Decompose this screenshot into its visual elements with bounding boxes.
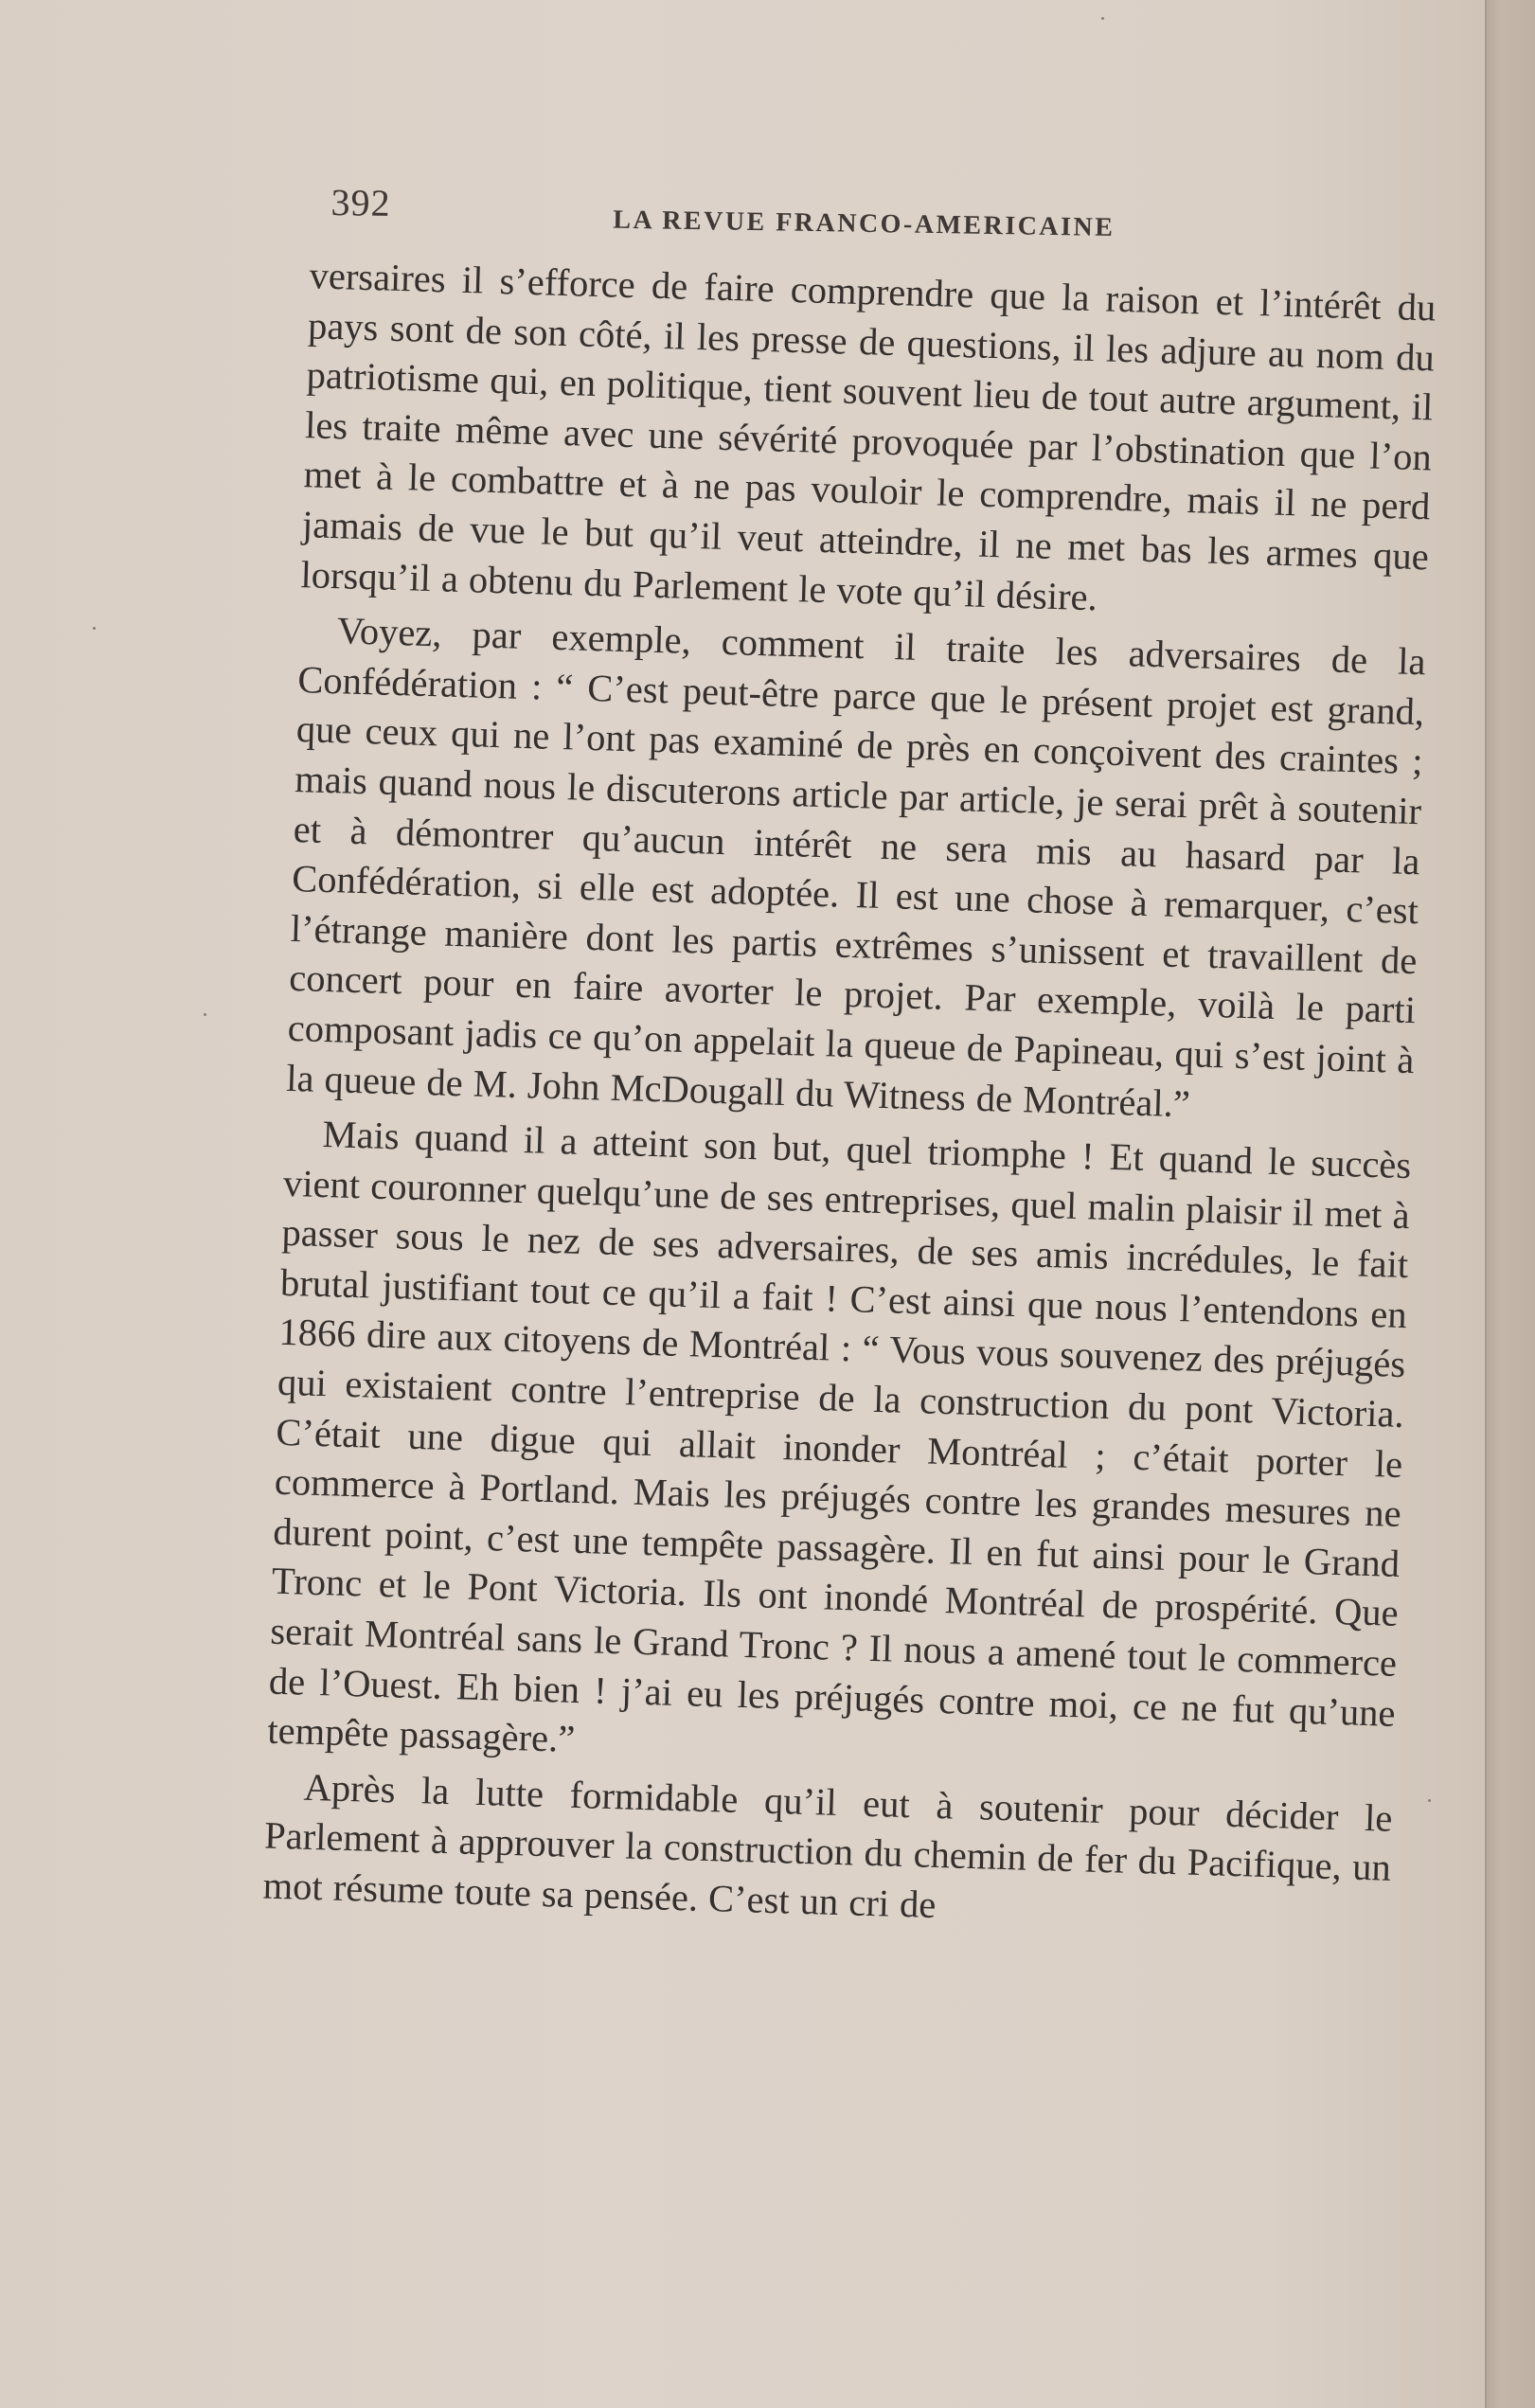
paper-speck <box>1101 17 1104 20</box>
paper-speck <box>1428 1799 1431 1802</box>
paper-speck <box>93 627 96 630</box>
paragraph-continuation: versaires il s’efforce de faire comprendre que la raison et l’intérêt du pays sont de son côté, il les presse de questions, il les adjure au nom du patriotisme qui, en politique, tient souvent lieu de tout autre argument, il les traite même avec une sévérité provoquée par l’obstination que l’on met à le combattre et à ne pas vouloir le comprendre, mais il ne perd jamais de vue le but qu’il veut atteindre, il ne met bas les armes que lorsqu’il a obtenu du Parlement le vote qu’il désire. <box>300 254 1437 618</box>
running-title: LA REVUE FRANCO-AMERICAINE <box>613 205 1116 243</box>
paragraph-pacific: Après la lutte formidable qu’il eut à soutenir pour décider le Parlement à approuver la construction du chemin de fer du Pacifique, un mot résume toute sa pensée. C’est un cri de <box>262 1765 1393 1926</box>
body-text <box>262 251 1437 1943</box>
paper-speck <box>204 1013 206 1016</box>
paragraph-confederation: Voyez, par exemple, comment il traite les adversaires de la Confédération : “ C’est peut-être parce que le présent projet est grand, que ceux qui ne l’ont pas examiné de près en conçoivent des craintes ; mais quand nous le discuterons article par article, je serai prêt à soutenir et à démontrer qu’aucun intérêt ne sera mis au hasard par la Confédération, si elle est adoptée. Il est une chose à remarquer, c’est l’étrange manière dont les partis extrêmes s’unissent et travaillent de concert pour en faire avorter le projet. Par exemple, voilà le parti composant jadis ce qu’on appelait la queue de Papineau, qui s’est joint à la queue de M. John McDougall du Witness de Montréal.” <box>285 609 1427 1125</box>
page-edge <box>1485 0 1535 2408</box>
page-number: 392 <box>330 180 391 224</box>
paragraph-triumph: Mais quand il a atteint son but, quel triomphe ! Et quand le succès vient couronner quelqu’une de ses entreprises, quel malin plaisir il met à passer sous le nez de ses adversaires, de ses amis incrédules, le fait brutal justifiant tout ce qu’il a fait ! C’est ainsi que nous l’entendons en 1866 dire aux citoyens de Montréal : “ Vous vous souvenez des préjugés qui existaient contre l’entreprise de la construction du pont Victoria. C’était une digue qui allait inonder Montréal ; c’était porter le commerce à Portland. Mais les préjugés contre les grandes mesures ne durent point, c’est une tempête passagère. Il en fut ainsi pour le Grand Tronc et le Pont Victoria. Ils ont inondé Montréal de prospérité. Que serait Montréal sans le Grand Tronc ? Il nous a amené tout le commerce de l’Ouest. Eh bien ! j’ai eu les préjugés contre moi, ce ne fut qu’une tempête passagère.” <box>266 1113 1412 1761</box>
